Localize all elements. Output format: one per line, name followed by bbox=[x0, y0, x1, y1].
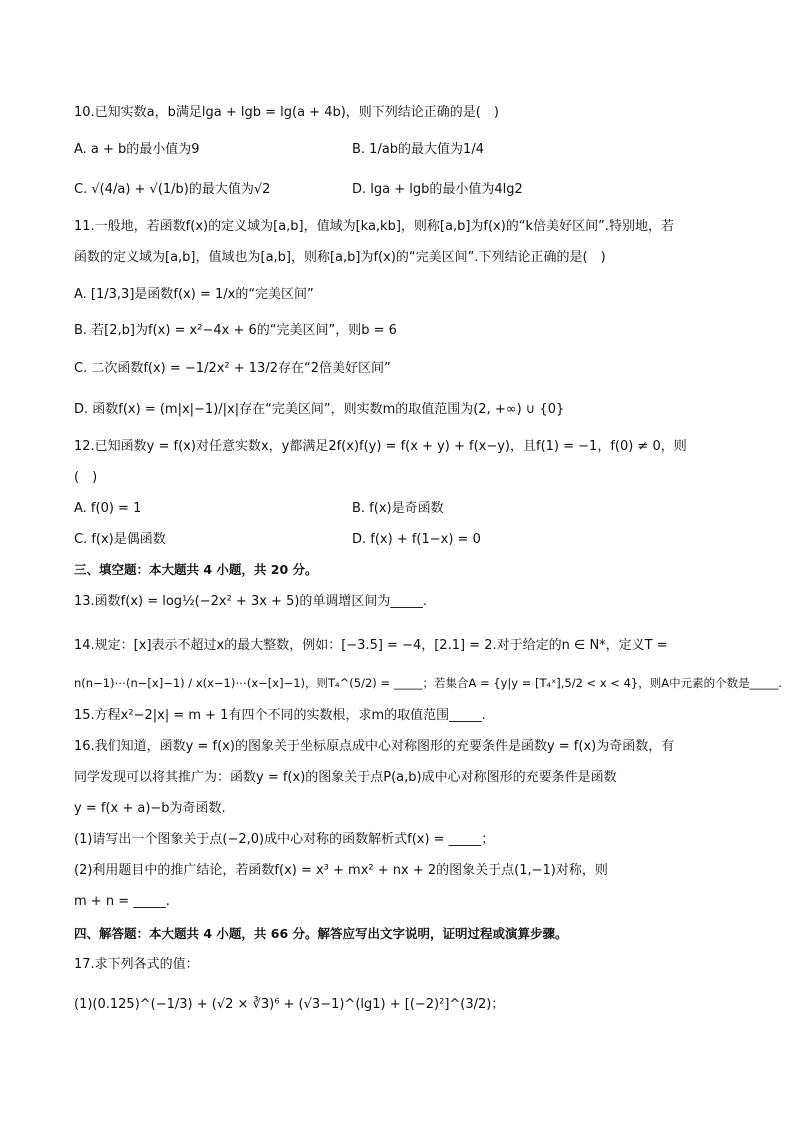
q11-stem-line1: 11.一般地，若函数f(x)的定义域为[a,b]，值域为[ka,kb]，则称[a,b]为f(x)的“k倍美好区间”.特别地，若 bbox=[74, 219, 674, 234]
q16-line1: 16.我们知道，函数y = f(x)的图象关于坐标原点成中心对称图形的充要条件是函数y = f(x)为奇函数，有 bbox=[74, 739, 675, 754]
q14-line1: 14.规定：[x]表示不超过x的最大整数，例如：[−3.5] = −4，[2.1] = 2.对于给定的n ∈ N*，定义T = bbox=[74, 638, 668, 653]
q16-line3: y = f(x + a)−b为奇函数. bbox=[74, 801, 226, 816]
section-4-heading: 四、解答题：本大题共 4 小题，共 66 分。解答应写出文字说明，证明过程或演算步骤。 bbox=[74, 926, 568, 941]
q17-stem: 17.求下列各式的值： bbox=[74, 957, 199, 972]
q10-stem: 10.已知实数a，b满足lga + lgb = lg(a + 4b)，则下列结论正确的是( ) bbox=[74, 105, 499, 120]
q16-part2a: (2)利用题目中的推广结论，若函数f(x) = x³ + mx² + nx + 2的图象关于点(1,−1)对称，则 bbox=[74, 863, 608, 878]
q16-part2b: m + n = _____. bbox=[74, 894, 170, 909]
q10-option-d: D. lga + lgb的最小值为4lg2 bbox=[352, 182, 523, 197]
q12-option-a: A. f(0) = 1 bbox=[74, 501, 142, 516]
q11-option-d: D. 函数f(x) = (m|x|−1)/|x|存在“完美区间”，则实数m的取值范围为(2, +∞) ∪ {0} bbox=[74, 402, 565, 417]
q12-stem-line1: 12.已知函数y = f(x)对任意实数x，y都满足2f(x)f(y) = f(x + y) + f(x−y)，且f(1) = −1，f(0) ≠ 0，则 bbox=[74, 439, 687, 454]
q10-option-c: C. √(4/a) + √(1/b)的最大值为√2 bbox=[74, 182, 271, 197]
q11-option-b: B. 若[2,b]为f(x) = x²−4x + 6的“完美区间”，则b = 6 bbox=[74, 323, 397, 338]
q15: 15.方程x²−2|x| = m + 1有四个不同的实数根，求m的取值范围_____. bbox=[74, 708, 486, 723]
q11-option-a: A. [1/3,3]是函数f(x) = 1/x的“完美区间” bbox=[74, 287, 314, 302]
q12-stem-line2: ( ) bbox=[74, 470, 98, 485]
q12-option-d: D. f(x) + f(1−x) = 0 bbox=[352, 532, 481, 547]
q16-part1: (1)请写出一个图象关于点(−2,0)成中心对称的函数解析式f(x) = _____； bbox=[74, 832, 495, 847]
q12-option-b: B. f(x)是奇函数 bbox=[352, 501, 444, 516]
q11-option-c: C. 二次函数f(x) = −1/2x² + 13/2存在“2倍美好区间” bbox=[74, 361, 391, 376]
q10-option-b: B. 1/ab的最大值为1/4 bbox=[352, 142, 484, 157]
q14-line2: n(n−1)⋯(n−[x]−1) / x(x−1)⋯(x−[x]−1)，则T₄^(5/2) = _____；若集合A = {y|y = [T₄ˣ],5/2 < x < 4}，则A中元素的个数是_____. bbox=[74, 676, 782, 690]
section-3-heading: 三、填空题：本大题共 4 小题，共 20 分。 bbox=[74, 562, 318, 577]
q17-part1: (1)(0.125)^(−1/3) + (√2 × ∛3)⁶ + (√3−1)^(lg1) + [(−2)²]^(3/2)； bbox=[74, 997, 505, 1012]
q11-stem-line2: 函数的定义域为[a,b]，值域也为[a,b]，则称[a,b]为f(x)的“完美区间”.下列结论正确的是( ) bbox=[74, 250, 606, 265]
q10-option-a: A. a + b的最小值为9 bbox=[74, 142, 200, 157]
q16-line2: 同学发现可以将其推广为：函数y = f(x)的图象关于点P(a,b)成中心对称图形的充要条件是函数 bbox=[74, 770, 617, 785]
q13: 13.函数f(x) = log½(−2x² + 3x + 5)的单调增区间为_____. bbox=[74, 594, 428, 609]
q12-option-c: C. f(x)是偶函数 bbox=[74, 532, 166, 547]
